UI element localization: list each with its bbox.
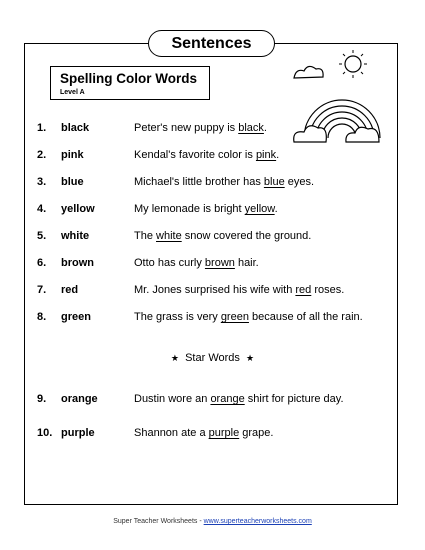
list-item-5 <box>0 230 425 246</box>
item-sentence: Dustin wore an orange shirt for picture day. <box>134 393 344 405</box>
star-icon: ★ <box>170 353 179 363</box>
list-item-2 <box>0 149 425 165</box>
footer-text: Super Teacher Worksheets - <box>113 518 204 525</box>
item-number: 3. <box>37 176 47 188</box>
list-item-7 <box>0 284 425 300</box>
item-number: 9. <box>37 393 47 405</box>
item-number: 4. <box>37 203 47 215</box>
page-title: Sentences <box>148 30 275 57</box>
item-number: 5. <box>37 230 47 242</box>
header-level: Level A <box>60 89 85 96</box>
list-item-6 <box>0 257 425 273</box>
item-word: black <box>61 122 90 134</box>
item-sentence: Otto has curly brown hair. <box>134 257 259 269</box>
item-sentence: Kendal's favorite color is pink. <box>134 149 280 161</box>
item-word: yellow <box>61 203 95 215</box>
item-word: pink <box>61 149 84 161</box>
header-title: Spelling Color Words <box>60 71 198 86</box>
footer <box>0 518 425 525</box>
item-word: orange <box>61 393 98 405</box>
item-sentence: My lemonade is bright yellow. <box>134 203 278 215</box>
item-sentence: Peter's new puppy is black. <box>134 122 267 134</box>
list-item-9 <box>0 393 425 409</box>
item-sentence: The grass is very green because of all the rain. <box>134 311 363 323</box>
item-word: green <box>61 311 91 323</box>
item-sentence: The white snow covered the ground. <box>134 230 312 242</box>
list-item-8 <box>0 311 425 327</box>
list-item-10 <box>0 427 425 443</box>
list-item-3 <box>0 176 425 192</box>
item-word: purple <box>61 427 95 439</box>
star-icon: ★ <box>246 353 255 363</box>
item-sentence: Michael's little brother has blue eyes. <box>134 176 315 188</box>
item-word: brown <box>61 257 94 269</box>
item-number: 1. <box>37 122 47 134</box>
item-number: 8. <box>37 311 47 323</box>
item-number: 7. <box>37 284 47 296</box>
item-word: red <box>61 284 79 296</box>
item-sentence: Shannon ate a purple grape. <box>134 427 274 439</box>
footer-link[interactable]: www.superteacherworksheets.com <box>203 518 312 525</box>
item-sentence: Mr. Jones surprised his wife with red roses. <box>134 284 345 296</box>
star-words-label: Star Words <box>185 352 240 364</box>
star-words-heading <box>0 352 425 364</box>
item-number: 10. <box>37 427 53 439</box>
item-number: 6. <box>37 257 47 269</box>
list-item-4 <box>0 203 425 219</box>
item-word: blue <box>61 176 84 188</box>
item-number: 2. <box>37 149 47 161</box>
item-word: white <box>61 230 90 242</box>
list-item-1 <box>0 122 425 138</box>
